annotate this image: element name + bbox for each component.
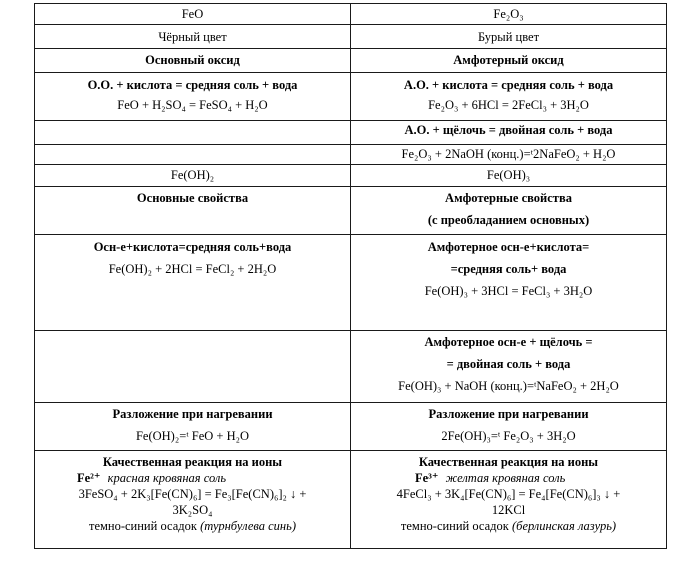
row-oxide-acid <box>35 73 667 121</box>
right-hydroxide-formula: Fe(OH)₃ <box>486 168 531 182</box>
right-qualitative-reagent <box>355 470 662 486</box>
right-hydroxide-acid-equation: Fe(OH)₃ + 3HCl = FeCl₃ + 3H₂O <box>424 284 593 298</box>
right-oxide-color: Бурый цвет <box>477 30 540 44</box>
cell-left-hydroxide-acid <box>35 235 351 331</box>
left-oxide-acid-equation: FeO + H₂SO₄ = FeSO₄ + H₂O <box>117 98 268 112</box>
cell-right-qualitative <box>351 451 667 549</box>
row-oxide-color <box>35 25 667 49</box>
right-qualitative-result <box>355 518 662 534</box>
right-oxide-alkali-rule: А.О. + щёлочь = двойная соль + вода <box>404 123 613 137</box>
right-oxide-acid-equation: Fe₂O₃ + 6HCl = 2FeCl₃ + 3H₂O <box>428 98 589 112</box>
row-hydroxide-formula <box>35 165 667 187</box>
cell-right-hydroxide-alkali <box>351 331 667 403</box>
cell-left-empty-1 <box>35 121 351 145</box>
left-qualitative-ion: Fe²⁺ <box>77 471 101 485</box>
cell-right-alkali-eq <box>351 145 667 165</box>
row-oxide-type <box>35 49 667 73</box>
right-qualitative-result-name: (берлинская лазурь) <box>512 519 617 533</box>
cell-left-empty-3 <box>35 331 351 403</box>
right-qualitative-ion: Fe³⁺ <box>415 471 439 485</box>
cell-left-oxide <box>35 4 351 25</box>
right-qualitative-salt: желтая кровяная соль <box>445 471 566 485</box>
right-oxide-formula: Fe₂O₃ <box>493 7 524 21</box>
left-hydroxide-properties: Основные свойства <box>136 191 249 205</box>
left-qualitative-result-name: (турнбулева синь) <box>200 519 296 533</box>
cell-right-color <box>351 25 667 49</box>
left-oxide-formula: FeO <box>181 7 204 21</box>
row-hydroxide-properties <box>35 187 667 235</box>
left-qualitative-title: Качественная реакция на ионы <box>102 455 283 469</box>
left-qualitative-equation-1: 3FeSO₄ + 2K₃[Fe(CN)₆] = Fe₃[Fe(CN)₆]₂ ↓ + <box>78 487 307 501</box>
row-hydroxide-acid <box>35 235 667 331</box>
right-qualitative-equation-2: 12KCl <box>491 503 526 517</box>
left-hydroxide-acid-equation: Fe(OH)₂ + 2HCl = FeCl₂ + 2H₂O <box>108 262 277 276</box>
left-qualitative-equation-2: 3K₂SO₄ <box>172 503 213 517</box>
cell-right-properties <box>351 187 667 235</box>
row-oxide-alkali-eq <box>35 145 667 165</box>
right-qualitative-result-text: темно-синий осадок <box>400 519 509 533</box>
left-qualitative-salt: красная кровяная соль <box>107 471 227 485</box>
right-hydroxide-alkali-equation: Fe(OH)₃ + NaOH (конц.)=ᵗNaFeO₂ + 2H₂O <box>398 379 619 393</box>
left-oxide-type: Основный оксид <box>145 53 240 67</box>
right-decomposition-title: Разложение при нагревании <box>428 407 589 421</box>
row-oxide-formula <box>35 4 667 25</box>
row-decomposition <box>35 403 667 451</box>
cell-left-type <box>35 49 351 73</box>
right-hydroxide-properties: Амфотерные свойства <box>445 191 572 205</box>
left-qualitative-result-text: темно-синий осадок <box>88 519 197 533</box>
right-qualitative-title: Качественная реакция на ионы <box>418 455 599 469</box>
left-qualitative-result <box>39 518 346 534</box>
right-oxide-acid-rule: А.О. + кислота = средняя соль + вода <box>403 78 614 92</box>
cell-right-hydroxide-acid <box>351 235 667 331</box>
cell-left-empty-2 <box>35 145 351 165</box>
cell-right-decomposition <box>351 403 667 451</box>
left-hydroxide-acid-rule: Осн-е+кислота=средняя соль+вода <box>93 240 292 254</box>
right-qualitative-equation-1: 4FeCl₃ + 3K₄[Fe(CN)₆] = Fe₄[Fe(CN)₆]₃ ↓ + <box>396 487 621 501</box>
right-hydroxide-acid-rule-1: Амфотерное осн-е+кислота= <box>427 240 590 254</box>
left-oxide-color: Чёрный цвет <box>158 30 227 44</box>
left-decomposition-title: Разложение при нагревании <box>112 407 273 421</box>
left-hydroxide-formula: Fe(OH)₂ <box>170 168 215 182</box>
left-qualitative-reagent <box>39 470 346 486</box>
right-oxide-type: Амфотерный оксид <box>453 53 564 67</box>
row-qualitative <box>35 451 667 549</box>
cell-right-alkali-rule <box>351 121 667 145</box>
right-hydroxide-alkali-rule-2: = двойная соль + вода <box>446 357 571 371</box>
cell-right-hydroxide <box>351 165 667 187</box>
cell-left-hydroxide <box>35 165 351 187</box>
row-hydroxide-alkali <box>35 331 667 403</box>
cell-left-properties <box>35 187 351 235</box>
cell-right-oxide-acid <box>351 73 667 121</box>
cell-left-oxide-acid <box>35 73 351 121</box>
iron-compounds-table <box>34 3 667 549</box>
right-oxide-alkali-equation: Fe₂O₃ + 2NaOH (конц.)=ᵗ2NaFeO₂ + H₂O <box>401 147 616 161</box>
cell-right-oxide <box>351 4 667 25</box>
right-decomposition-equation: 2Fe(OH)₃=ᵗ Fe₂O₃ + 3H₂O <box>441 429 576 443</box>
right-hydroxide-alkali-rule-1: Амфотерное осн-е + щёлочь = <box>424 335 593 349</box>
right-hydroxide-acid-rule-2: =средняя соль+ вода <box>450 262 567 276</box>
left-decomposition-equation: Fe(OH)₂=ᵗ FeO + H₂O <box>135 429 250 443</box>
cell-left-qualitative <box>35 451 351 549</box>
row-oxide-alkali-rule <box>35 121 667 145</box>
cell-left-decomposition <box>35 403 351 451</box>
cell-left-color <box>35 25 351 49</box>
cell-right-type <box>351 49 667 73</box>
left-oxide-acid-rule: О.О. + кислота = средняя соль + вода <box>87 78 298 92</box>
right-hydroxide-properties-note: (с преобладанием основных) <box>427 213 590 227</box>
